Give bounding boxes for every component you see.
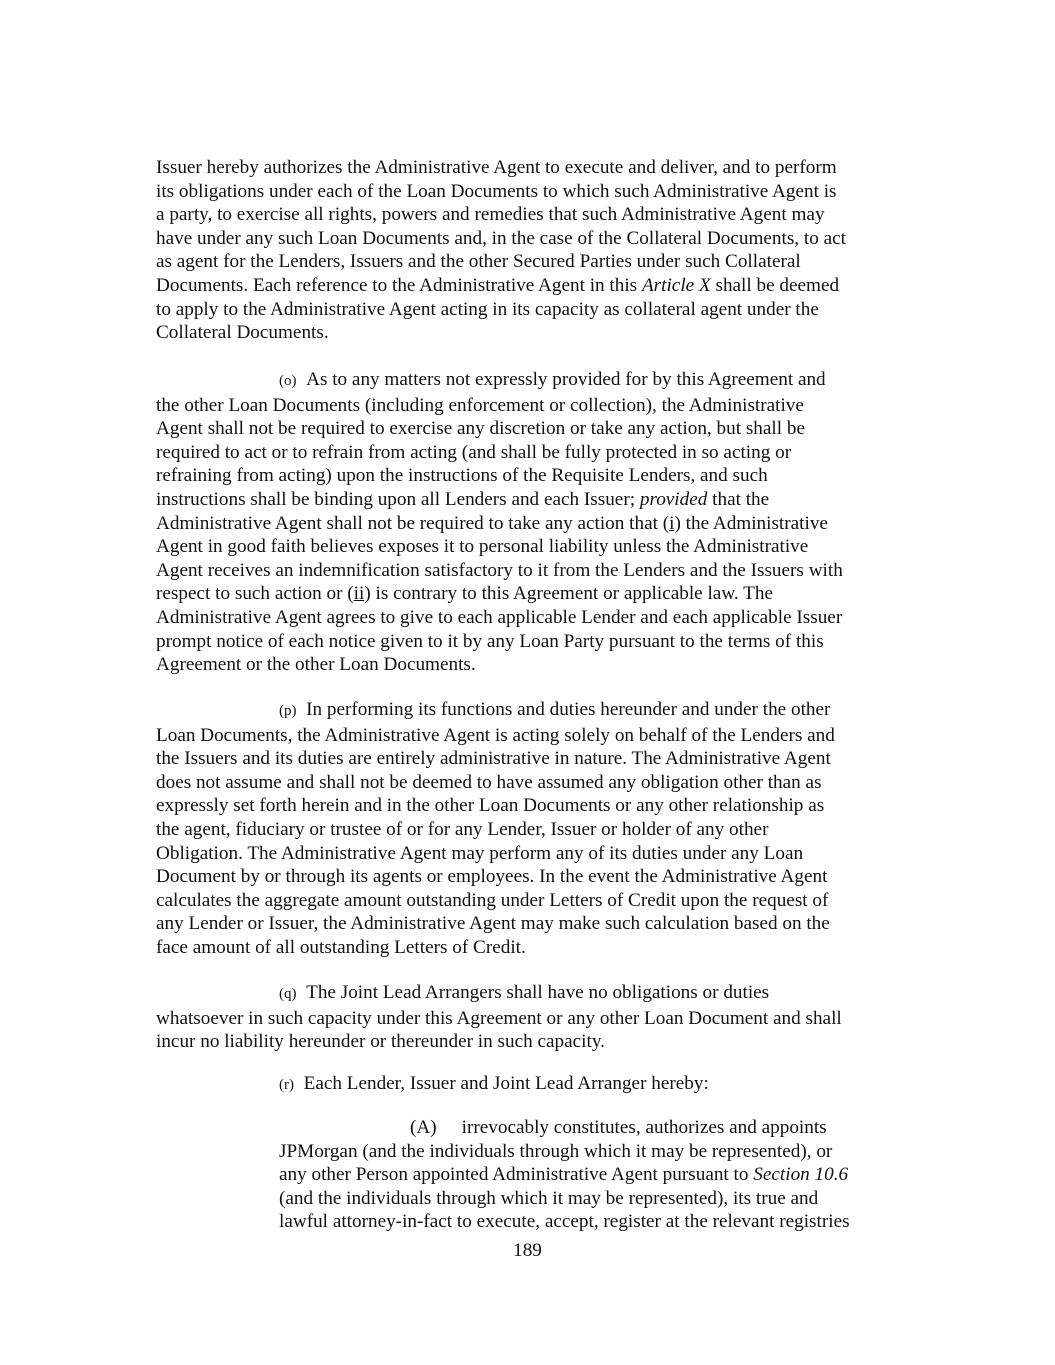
text-line: [156, 512, 901, 536]
clause-numeral: i: [669, 512, 675, 534]
text-line: [156, 582, 901, 606]
clause-numeral: ii: [353, 583, 365, 605]
text-line: to apply to the Administrative Agent acting in its capacity as collateral agent under the: [156, 298, 819, 320]
text-line: Agreement or the other Loan Documents.: [156, 654, 476, 676]
text-line: JPMorgan (and the individuals through which it may be represented), or: [279, 1140, 833, 1162]
text-line: does not assume and shall not be deemed to have assumed any obligation other than as: [156, 771, 822, 793]
text-run: irrevocably constitutes, authorizes and appoints: [461, 1117, 827, 1138]
text-line: Agent receives an indemnification satisfactory to it from the Lenders and the Issuers with: [156, 559, 843, 581]
paragraph-marker: (r): [279, 1077, 294, 1093]
text-line: required to act or to refrain from acting (and shall be fully protected in so acting or: [156, 441, 792, 463]
page-number: 189: [513, 1240, 542, 1261]
text-line: Obligation. The Administrative Agent may perform any of its duties under any Loan: [156, 842, 804, 864]
paragraph-marker: (o): [279, 373, 297, 389]
text-line: Collateral Documents.: [156, 322, 329, 344]
article-reference: Article X: [641, 274, 711, 296]
subparagraph-marker: (A): [410, 1117, 437, 1138]
text-line: [156, 981, 901, 1007]
text-run: shall be deemed: [710, 274, 840, 296]
paragraph-r: [156, 1072, 901, 1098]
text-line: calculates the aggregate amount outstanding under Letters of Credit upon the request of: [156, 889, 829, 911]
text-run: The Joint Lead Arrangers shall have no obligations or duties: [306, 982, 770, 1003]
text-run: ) the Administrative: [674, 512, 828, 534]
text-line: [156, 488, 901, 512]
text-line: the other Loan Documents (including enforcement or collection), the Administrative: [156, 394, 804, 416]
text-line: as agent for the Lenders, Issuers and the other Secured Parties under such Collateral: [156, 251, 801, 273]
text-line: Agent in good faith believes exposes it to personal liability unless the Administrative: [156, 536, 809, 558]
text-run: instructions shall be binding upon all Lenders and each Issuer;: [156, 488, 640, 510]
text-line: expressly set forth herein and in the other Loan Documents or any other relationship as: [156, 795, 825, 817]
text-line: [156, 1072, 901, 1098]
text-line: any Lender or Issuer, the Administrative Agent may make such calculation based on the: [156, 913, 830, 935]
text-run: ) is contrary to this Agreement or applicable law. The: [364, 583, 774, 605]
text-line: its obligations under each of the Loan Documents to which such Administrative Agent is: [156, 180, 837, 202]
text-line: face amount of all outstanding Letters of Credit.: [156, 936, 526, 958]
paragraph-q: [156, 981, 901, 1054]
text-line: [156, 368, 901, 394]
text-line: [156, 698, 901, 724]
text-line: a party, to exercise all rights, powers and remedies that such Administrative Agent may: [156, 204, 825, 226]
text-line: Agent shall not be required to exercise any discretion or take any action, but shall be: [156, 418, 805, 440]
text-line: the agent, fiduciary or trustee of or for any Lender, Issuer or holder of any other: [156, 818, 769, 840]
paragraph-p: [156, 698, 901, 960]
text-line: Issuer hereby authorizes the Administrative Agent to execute and deliver, and to perform: [156, 157, 837, 178]
text-run: Documents. Each reference to the Administrative Agent in this: [156, 274, 642, 296]
text-line: Loan Documents, the Administrative Agent is acting solely on behalf of the Lenders and: [156, 724, 835, 746]
text-run: Each Lender, Issuer and Joint Lead Arranger hereby:: [303, 1073, 709, 1094]
text-run: In performing its functions and duties hereunder and under the other: [306, 699, 831, 720]
paragraph-marker: (q): [279, 986, 297, 1002]
paragraph-intro: [156, 156, 901, 345]
text-line: Document by or through its agents or employees. In the event the Administrative Agent: [156, 866, 828, 888]
text-run: Administrative Agent shall not be required to take any action that (: [156, 512, 670, 534]
subparagraph-A: [279, 1116, 904, 1234]
paragraph-o: [156, 368, 901, 677]
text-line: Administrative Agent agrees to give to each applicable Lender and each applicable Issuer: [156, 606, 843, 628]
text-line: the Issuers and its duties are entirely administrative in nature. The Administrative Agent: [156, 748, 831, 770]
text-line: have under any such Loan Documents and, in the case of the Collateral Documents, to act: [156, 227, 846, 249]
text-run: that the: [707, 488, 770, 510]
text-line: [279, 1163, 904, 1187]
text-line: lawful attorney-in-fact to execute, accept, register at the relevant registries: [279, 1211, 850, 1233]
text-line: [156, 274, 901, 298]
section-reference: Section 10.6: [753, 1164, 849, 1186]
text-line: incur no liability hereunder or thereunder in such capacity.: [156, 1031, 605, 1053]
italic-term: provided: [639, 488, 708, 510]
text-line: (and the individuals through which it may be represented), its true and: [279, 1187, 819, 1209]
text-line: [279, 1116, 904, 1140]
text-line: refraining from acting) upon the instructions of the Requisite Lenders, and such: [156, 465, 768, 487]
text-line: prompt notice of each notice given to it by any Loan Party pursuant to the terms of this: [156, 630, 824, 652]
paragraph-marker: (p): [279, 703, 297, 719]
text-line: whatsoever in such capacity under this Agreement or any other Loan Document and shall: [156, 1007, 842, 1029]
text-run: respect to such action or (: [156, 583, 354, 605]
text-run: any other Person appointed Administrative Agent pursuant to: [279, 1164, 754, 1186]
text-run: As to any matters not expressly provided for by this Agreement and: [306, 369, 826, 390]
